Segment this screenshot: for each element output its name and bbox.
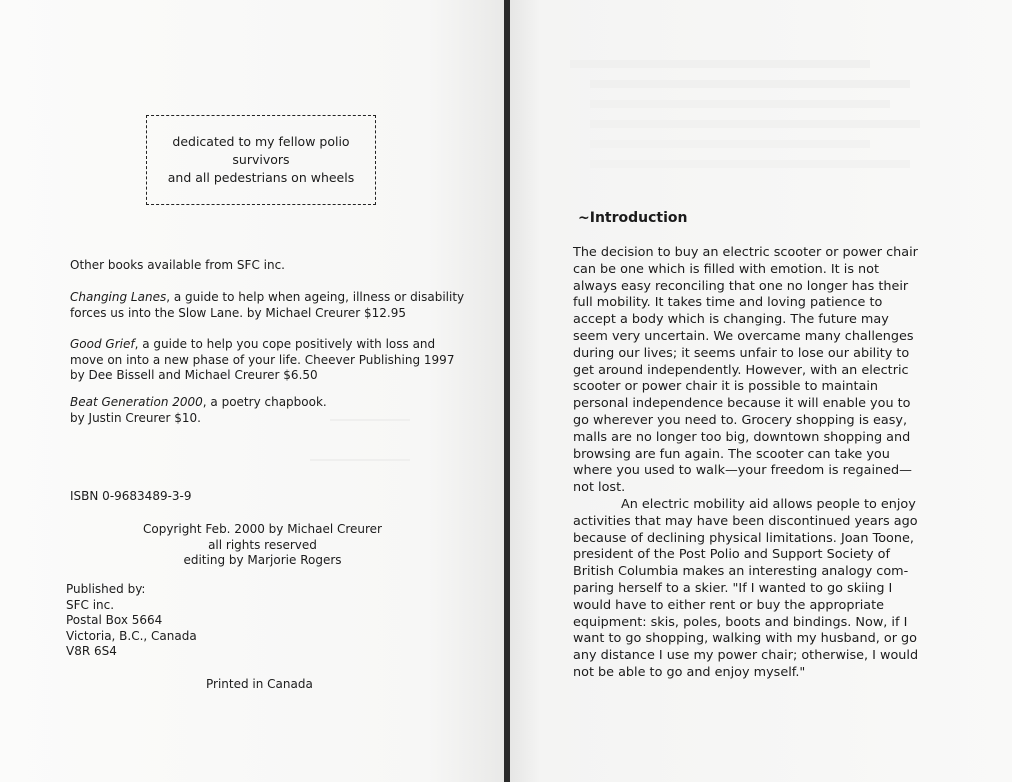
intro-body [573, 245, 927, 682]
publisher-line: Victoria, B.C., Canada [66, 628, 197, 643]
publisher-line: V8R 6S4 [66, 644, 117, 658]
book-title: Changing Lanes [70, 290, 167, 304]
publisher-line: Postal Box 5664 [66, 613, 163, 627]
book-description: forces us into the Slow Lane. by Michael Creurer $12.95 [70, 305, 406, 320]
dedication-line: survivors [232, 152, 290, 167]
left-page [0, 0, 504, 782]
book-description: by Justin Creurer $10. [70, 410, 201, 425]
publisher-line: SFC inc. [66, 597, 115, 612]
publisher-block [66, 582, 197, 660]
book-description: , a poetry chapbook. [202, 395, 327, 409]
isbn: ISBN 0-9683489-3-9 [70, 489, 192, 503]
book-entry [70, 290, 470, 321]
copyright-line: editing by Marjorie Rogers [183, 553, 342, 567]
paragraph: An electric mobility aid allows people to enjoy activities that may have been discontinued years ago because of declining physical limitations. Joan Toone, president of the Post Polio and Support Society of British Columbia makes an interesting analogy com-paring herself to a skier. "If I wanted to go skiing I would have to either rent or buy the appropriate equipment: skis, poles, boots and bindings. Now, if I want to go shopping, walking with my husband, or go any distance I use my power chair; otherwise, I would not be able to go and enjoy myself." [573, 496, 919, 680]
book-title: Beat Generation 2000 [70, 395, 203, 409]
book-entry [70, 395, 470, 426]
book-description: by Dee Bissell and Michael Creurer $6.50 [70, 368, 318, 382]
book-entry [70, 337, 470, 384]
book-description: move on into a new phase of your life. Cheever Publishing 1997 [70, 352, 455, 367]
copyright-line: Copyright Feb. 2000 by Michael Creurer [142, 522, 382, 536]
book-description: , a guide to help when ageing, illness or disability [166, 290, 465, 304]
paragraph: The decision to buy an electric scooter or power chair can be one which is filled with emotion. It is not always easy reconciling that one no longer has their full mobility. It takes time and loving patience to accept a body which is changing. The future may seem very uncertain. We overcame many challenges during our lives; it seems unfair to lose our ability to get around independently. However, with an electric scooter or power chair it is possible to maintain personal independence because it will enable you to go wherever you need to. Grocery shopping is easy, malls are no longer too big, downtown shopping and browsing are fun again. The scooter can take you where you used to walk—your freedom is regained—not lost. [573, 245, 918, 496]
publisher-line: Published by: [66, 582, 146, 596]
dedication-line: and all pedestrians on wheels [167, 170, 355, 185]
dedication-line: dedicated to my fellow polio [172, 134, 350, 149]
copyright-block [130, 522, 395, 569]
book-title: Good Grief [70, 337, 135, 351]
copyright-line: all rights reserved [208, 537, 317, 552]
book-description: , a guide to help you cope positively with loss and [134, 337, 436, 351]
other-books-heading: Other books available from SFC inc. [70, 258, 285, 272]
printed-in: Printed in Canada [206, 677, 313, 691]
dedication-box [146, 115, 376, 205]
show-through-decoration [570, 60, 930, 190]
section-heading: ~Introduction [578, 210, 688, 226]
